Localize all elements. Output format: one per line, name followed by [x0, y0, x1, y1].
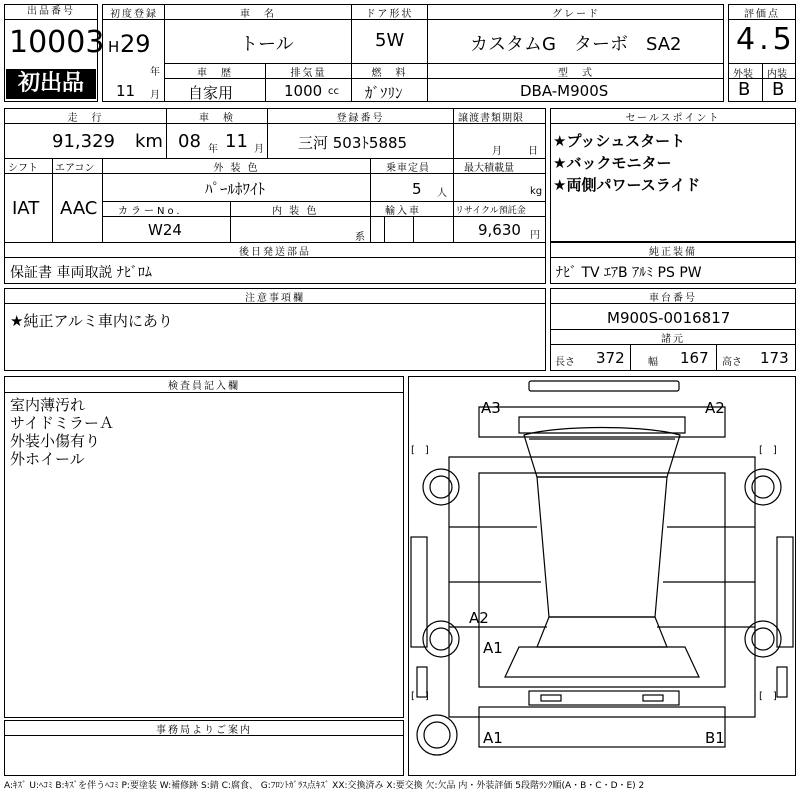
- mileage-value: 91,329: [52, 131, 115, 152]
- score-value: 4.5: [736, 22, 796, 57]
- capacity-unit: 人: [437, 188, 447, 199]
- car-outline-drawing: [409, 377, 795, 775]
- mileage-unit: km: [135, 131, 163, 152]
- specs-wid-label: 幅: [648, 357, 658, 368]
- history-value: 自家用: [188, 84, 234, 102]
- displacement-unit: cc: [328, 86, 339, 97]
- genuine-value: ﾅﾋﾞ TV ｴｱB ｱﾙﾐ PS PW: [556, 265, 702, 281]
- color-no-label: カラーNo.: [118, 206, 183, 217]
- type-value: DBA-M900S: [520, 82, 609, 100]
- max-load-label: 最大積載量: [464, 163, 514, 174]
- recycle-label: リサイクル預託金: [455, 206, 526, 216]
- first-reg-label: 初度登録: [110, 9, 158, 20]
- diagram-bracket: [ ]: [759, 691, 777, 702]
- damage-mark: A1: [483, 729, 503, 747]
- specs-len: 372: [596, 349, 625, 367]
- aircon-value: AAC: [60, 198, 98, 219]
- diagram-bracket: [ ]: [411, 691, 429, 702]
- score-int-label: 内装: [767, 69, 787, 80]
- specs-hgt-label: 高さ: [722, 357, 742, 368]
- sales-item: ★バックモニター: [553, 154, 672, 172]
- inspection-year-unit: 年: [208, 144, 218, 155]
- fuel-value: ｶﾞｿﾘﾝ: [365, 84, 403, 102]
- score-ext-label: 外装: [733, 69, 753, 80]
- inspector-line: 外装小傷有り: [10, 432, 101, 450]
- capacity-value: 5: [412, 180, 422, 198]
- legend-text: A:ｷｽﾞ U:ﾍｺﾐ B:ｷｽﾞを伴うﾍｺﾐ P:要塗装 W:補修跡 S:錆 C:腐食、 G:ﾌﾛﾝﾄｶﾞﾗｽ点ｷｽﾞ XX:交換済み X:要交換 欠:欠品 内・外装評価 5段階ﾗﾝｸ順(A・B・C・D・E) 2: [4, 781, 645, 791]
- transfer-day-unit: 日: [528, 146, 538, 157]
- int-color-label: 内 装 色: [272, 206, 319, 217]
- recycle-unit: 円: [530, 230, 540, 241]
- score-label: 評価点: [744, 9, 780, 20]
- lot-box: [4, 4, 105, 102]
- inspector-line: 室内薄汚れ: [10, 396, 86, 414]
- transfer-label: 譲渡書類期限: [458, 113, 524, 124]
- later-parts-value: 保証書 車両取説 ﾅﾋﾞﾛﾑ: [10, 265, 152, 281]
- ext-color-label: 外 装 色: [213, 163, 260, 174]
- damage-mark: A1: [483, 639, 503, 657]
- first-reg-year-unit: 年: [150, 67, 160, 78]
- score-int: B: [772, 79, 785, 100]
- lot-number: 10003: [9, 25, 105, 60]
- model-name-value: トール: [240, 34, 294, 55]
- aircon-label: エアコン: [55, 163, 95, 174]
- inspector-label: 検査員記入欄: [168, 381, 240, 392]
- genuine-label: 純正装備: [649, 247, 697, 258]
- specs-len-label: 長さ: [555, 357, 575, 368]
- history-label: 車 歴: [197, 68, 233, 79]
- displacement-value: 1000: [284, 82, 323, 100]
- capacity-label: 乗車定員: [386, 163, 430, 174]
- chassis-label: 車台番号: [649, 293, 697, 304]
- first-reg-era: H: [108, 38, 120, 56]
- first-reg-year: 29: [120, 30, 151, 58]
- first-reg-month-unit: 月: [150, 90, 160, 101]
- recycle-value: 9,630: [478, 221, 521, 239]
- lot-label: 出品番号: [5, 5, 97, 20]
- fuel-label: 燃 料: [371, 68, 408, 79]
- type-label: 型 式: [558, 68, 594, 79]
- specs-wid: 167: [680, 349, 709, 367]
- sales-label: セールスポイント: [625, 113, 721, 124]
- damage-mark: A2: [705, 399, 725, 417]
- grade-label: グレード: [552, 9, 600, 20]
- office-label: 事務局よりご案内: [156, 725, 252, 736]
- sales-item: ★プッシュスタート: [553, 132, 686, 150]
- caution-value: ★純正アルミ車内にあり: [10, 312, 173, 330]
- import-label: 輸入車: [385, 206, 421, 217]
- diagram-bracket: [ ]: [411, 445, 429, 456]
- damage-mark: A2: [469, 609, 489, 627]
- score-ext: B: [738, 79, 751, 100]
- door-label: ドア形状: [365, 9, 414, 20]
- model-name-label: 車 名: [240, 9, 276, 20]
- later-parts-label: 後日発送部品: [239, 247, 311, 258]
- grade-value: カスタムG ターボ SA2: [470, 34, 682, 55]
- transfer-month-unit: 月: [492, 146, 502, 157]
- max-load-unit: kg: [530, 186, 543, 197]
- reg-label: 登録番号: [336, 113, 385, 124]
- color-no-value: W24: [148, 221, 182, 239]
- chassis-value: M900S-0016817: [607, 309, 731, 327]
- inspection-year: 08: [178, 131, 201, 152]
- diagram-bracket: [ ]: [759, 445, 777, 456]
- reg-value: 三河 503ﾄ5885: [298, 134, 408, 152]
- first-reg-month: 11: [116, 82, 136, 100]
- car-diagram: [408, 376, 796, 776]
- displacement-label: 排気量: [290, 68, 327, 79]
- door-value: 5W: [375, 30, 405, 51]
- mileage-label: 走 行: [67, 113, 104, 124]
- sales-item: ★両側パワースライド: [553, 176, 701, 194]
- inspection-month-unit: 月: [254, 144, 264, 155]
- caution-label: 注意事項欄: [245, 293, 305, 304]
- shift-value: IAT: [12, 198, 40, 219]
- specs-label: 諸元: [661, 334, 685, 345]
- damage-mark: B1: [705, 729, 725, 747]
- ext-color-value: ﾊﾟｰﾙﾎﾜｲﾄ: [205, 180, 266, 198]
- inspection-label: 車 検: [199, 113, 235, 124]
- inspection-month: 11: [225, 131, 248, 152]
- int-color-unit: 系: [355, 232, 365, 243]
- debut-badge: 初出品: [6, 69, 96, 99]
- shift-label: シフト: [8, 163, 38, 174]
- damage-mark: A3: [481, 399, 501, 417]
- specs-hgt: 173: [760, 349, 789, 367]
- inspector-line: 外ホイール: [10, 450, 85, 468]
- inspector-line: サイドミラーＡ: [10, 414, 114, 432]
